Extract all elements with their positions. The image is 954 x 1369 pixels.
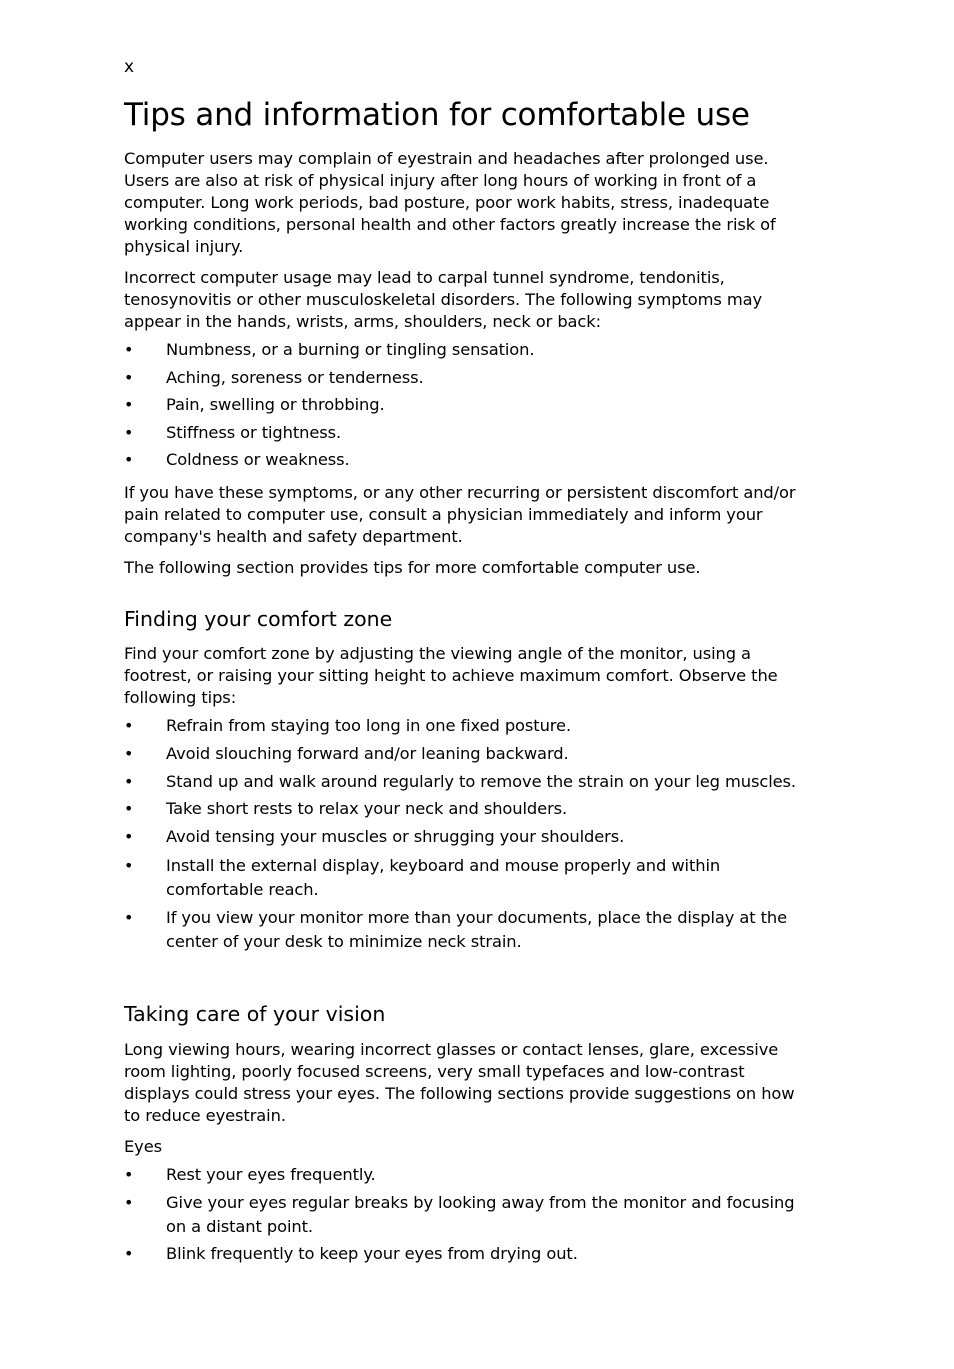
bullet-icon: • (124, 450, 134, 469)
comfort-zone-heading: Finding your comfort zone (124, 607, 393, 631)
list-item (124, 743, 814, 765)
list-item (124, 339, 814, 361)
list-item-text: If you view your monitor more than your documents, place the display at the center of your desk to minimize neck strain. (166, 908, 788, 951)
bullet-icon: • (124, 1244, 134, 1263)
list-item (124, 1164, 814, 1186)
list-item-text: Refrain from staying too long in one fixed posture. (166, 716, 572, 735)
list-item (124, 367, 814, 389)
list-item (124, 449, 814, 471)
eyes-tips-list (124, 1164, 814, 1265)
bullet-icon: • (124, 395, 134, 414)
bullet-icon: • (124, 367, 134, 387)
bullet-icon: • (124, 1165, 134, 1184)
page-number: x (124, 57, 135, 77)
list-item (124, 715, 814, 737)
list-item (124, 394, 814, 416)
bullet-icon: • (124, 1193, 134, 1212)
list-item (124, 422, 814, 444)
bullet-icon: • (124, 827, 134, 846)
list-item-text: Aching, soreness or tenderness. (166, 367, 424, 387)
list-item-text: Stand up and walk around regularly to remove the strain on your leg muscles. (166, 772, 797, 791)
intro-paragraph-2: Incorrect computer usage may lead to carpal tunnel syndrome, tendonitis, tenosynovitis or other musculoskeletal disorders. The following symptoms may appear in the hands, wrists, arms, shoulders, neck or back: (124, 268, 763, 331)
bullet-icon: • (124, 799, 134, 818)
intro-paragraph-3: If you have these symptoms, or any other recurring or persistent discomfort and/or pain related to computer use, consult a physician immediately and inform your company's health and safety department. (124, 483, 796, 546)
list-item-text: Blink frequently to keep your eyes from drying out. (166, 1244, 578, 1263)
list-item-text: Install the external display, keyboard and mouse properly and within comfortable reach. (166, 856, 721, 899)
symptoms-list (124, 339, 814, 471)
list-item-text: Avoid slouching forward and/or leaning backward. (166, 744, 569, 763)
comfort-zone-paragraph: Find your comfort zone by adjusting the viewing angle of the monitor, using a footrest, or raising your sitting height to achieve maximum comfort. Observe the following tips: (124, 644, 778, 707)
comfort-tips-list (124, 715, 814, 954)
list-item (124, 798, 814, 820)
list-item-text: Avoid tensing your muscles or shrugging your shoulders. (166, 827, 625, 846)
bullet-icon: • (124, 340, 134, 359)
list-item-text: Rest your eyes frequently. (166, 1165, 376, 1184)
vision-heading: Taking care of your vision (124, 1002, 386, 1026)
list-item (124, 1191, 814, 1239)
list-item (124, 854, 814, 902)
bullet-icon: • (124, 772, 134, 791)
list-item (124, 1243, 814, 1265)
intro-paragraph-4: The following section provides tips for more comfortable computer use. (124, 558, 701, 577)
page-title: Tips and information for comfortable use (124, 97, 750, 133)
bullet-icon: • (124, 856, 134, 875)
list-item-text: Numbness, or a burning or tingling sensation. (166, 340, 535, 359)
bullet-icon: • (124, 908, 134, 927)
bullet-icon: • (124, 422, 134, 442)
bullet-icon: • (124, 716, 134, 735)
list-item (124, 826, 814, 848)
list-item-text: Coldness or weakness. (166, 450, 350, 469)
intro-paragraph-1: Computer users may complain of eyestrain and headaches after prolonged use. Users are also at risk of physical injury after long hours of working in front of a computer. Long work periods, bad posture, poor work habits, stress, inadequate working conditions, personal health and other factors greatly increase the risk of physical injury. (124, 149, 776, 256)
list-item-text: Take short rests to relax your neck and shoulders. (166, 799, 568, 818)
eyes-label: Eyes (124, 1137, 163, 1156)
list-item-text: Pain, swelling or throbbing. (166, 395, 385, 414)
bullet-icon: • (124, 744, 134, 763)
list-item-text: Stiffness or tightness. (166, 422, 342, 442)
list-item (124, 771, 814, 793)
vision-paragraph: Long viewing hours, wearing incorrect glasses or contact lenses, glare, excessive room lighting, poorly focused screens, very small typefaces and low-contrast displays could stress your eyes. The following sections provide suggestions on how to reduce eyestrain. (124, 1040, 795, 1125)
list-item-text: Give your eyes regular breaks by looking away from the monitor and focusing on a distant point. (166, 1193, 795, 1236)
list-item (124, 906, 814, 954)
